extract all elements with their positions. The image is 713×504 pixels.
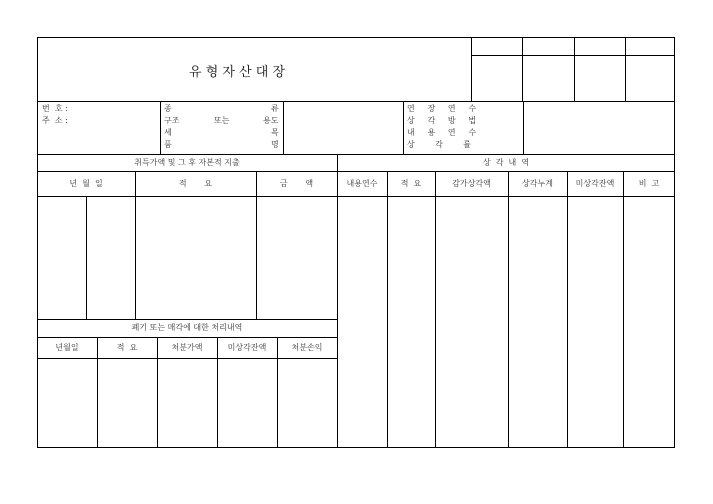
- acq-col-line: [256, 171, 257, 319]
- acquisition-section-header: 취득가액 및 그 후 자본적 지출: [134, 158, 240, 167]
- depreciation-method-label: 상 각 방 법: [407, 116, 477, 125]
- dep-col-line: [567, 171, 568, 448]
- info-divider: [283, 101, 284, 154]
- column-header-top-line: [37, 171, 675, 172]
- disposal-top-line: [37, 319, 337, 320]
- address-label: 주 소 :: [42, 116, 68, 125]
- disposal-section-header: 폐기 또는 매각에 대한 처리내역: [131, 323, 243, 332]
- dep-col-line: [387, 171, 388, 448]
- disposal-col-gain-loss: 처분손익: [291, 343, 323, 352]
- col-dep-description: 적 요: [400, 179, 422, 188]
- page-title: 유 형 자 산 대 장: [189, 65, 286, 80]
- disposal-col-line: [97, 337, 98, 448]
- structure-label-mid: 또는: [214, 116, 230, 125]
- info-section-top-line: [37, 101, 675, 102]
- acq-col-line: [135, 171, 136, 319]
- disposal-col-line: [157, 337, 158, 448]
- depreciation-rate-label: 상 각 률: [407, 140, 471, 149]
- ledger-form-frame: [37, 37, 675, 448]
- item-class-label-left: 세: [164, 128, 172, 137]
- col-description: 적 요: [178, 179, 213, 188]
- info-divider: [403, 101, 404, 154]
- approval-grid-line: [574, 37, 575, 101]
- col-depreciation-amount: 감가상각액: [452, 179, 491, 188]
- disposal-col-balance: 미상각잔액: [227, 343, 267, 352]
- item-name-label-right: 명: [271, 140, 279, 149]
- approval-grid-line: [471, 37, 472, 101]
- disposal-col-price: 처분가액: [171, 343, 203, 352]
- disposal-column-line: [37, 358, 337, 359]
- approval-grid-line: [471, 55, 675, 56]
- section-header-top-line: [37, 154, 675, 155]
- item-name-label-left: 품: [164, 140, 172, 149]
- disposal-col-description: 적 요: [116, 343, 138, 352]
- useful-life-label: 내 용 연 수: [407, 128, 477, 137]
- dep-col-line: [435, 171, 436, 448]
- main-divider: [337, 154, 338, 448]
- acq-date-subdivider: [86, 196, 87, 319]
- dep-col-line: [508, 171, 509, 448]
- structure-label-right: 용도: [263, 116, 279, 125]
- disposal-col-date: 년월일: [55, 343, 79, 352]
- col-undepreciated-balance: 미상각잔액: [575, 179, 615, 188]
- col-accumulated-depreciation: 상각누계: [522, 179, 553, 188]
- structure-label-left: 구조: [164, 116, 180, 125]
- info-divider: [160, 101, 161, 154]
- type-label-left: 종: [164, 104, 172, 113]
- disposal-header-line: [37, 337, 337, 338]
- number-label: 번 호 :: [42, 104, 68, 113]
- approval-grid-line: [522, 37, 523, 101]
- item-class-label-right: 목: [271, 128, 279, 137]
- extension-years-label: 연 장 연 수: [407, 104, 477, 113]
- info-divider: [523, 101, 524, 154]
- type-label-right: 류: [271, 104, 279, 113]
- col-useful-life: 내용연수: [346, 179, 378, 188]
- col-amount: 금 액: [279, 179, 314, 188]
- disposal-col-line: [277, 337, 278, 448]
- dep-col-line: [623, 171, 624, 448]
- column-header-bottom-line: [37, 196, 675, 197]
- depreciation-section-header: 상 각 내 역: [482, 158, 530, 167]
- disposal-col-line: [217, 337, 218, 448]
- col-remarks: 비 고: [638, 179, 660, 188]
- approval-grid-line: [625, 37, 626, 101]
- col-date: 년 월 일: [69, 179, 103, 188]
